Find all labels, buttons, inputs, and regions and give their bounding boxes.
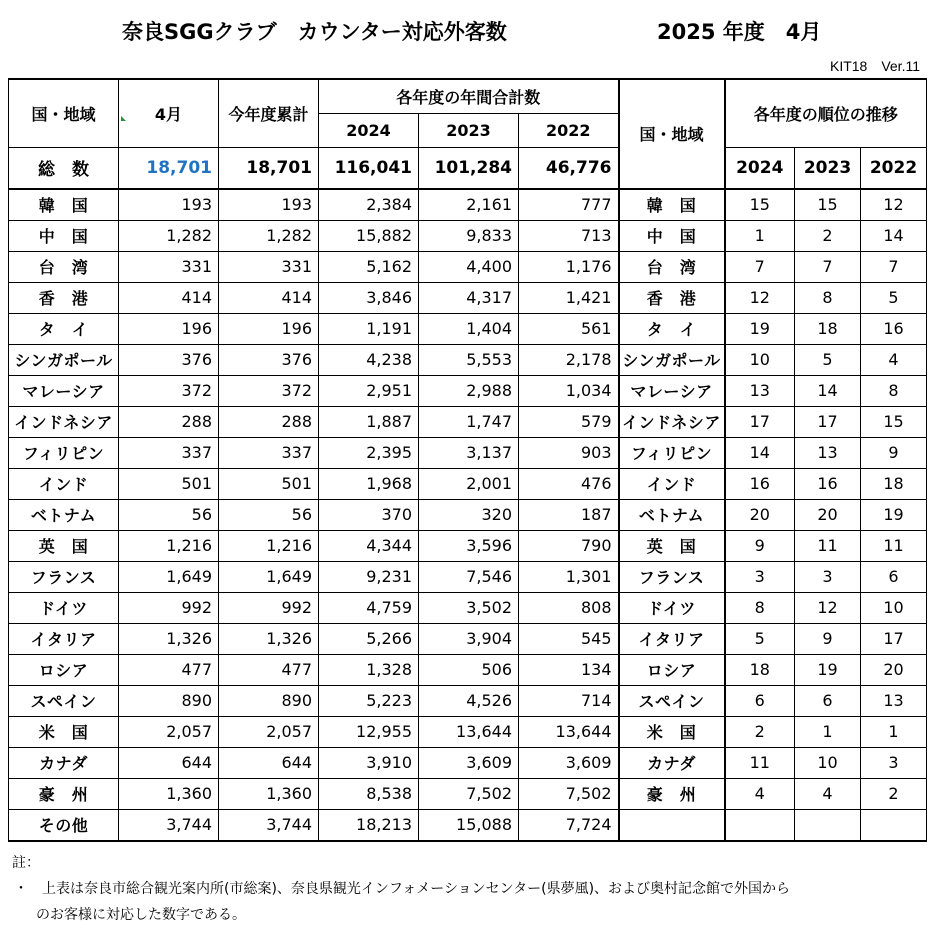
rank-2022-value: 20 [861,654,927,685]
notes [12,850,790,928]
region-name: 台 湾 [9,251,119,282]
total-2024-value: 4,238 [319,344,419,375]
rank-2024-value: 11 [725,747,795,778]
total-2022-value: 777 [519,189,619,221]
table-row [9,623,927,654]
cumulative-value: 1,360 [219,778,319,809]
notes-line-1: ・ 上表は奈良市総合観光案内所(市総案)、奈良県観光インフォメーションセンター(県夢風)、および奥村記念館で外国から [14,881,791,897]
rank-region-name: インドネシア [619,406,725,437]
rank-2022-value: 19 [861,499,927,530]
rank-2024-value: 4 [725,778,795,809]
april-value: 1,282 [119,220,219,251]
total-2023: 101,284 [419,147,519,189]
cumulative-value: 331 [219,251,319,282]
header-region: 国・地域 [9,79,119,147]
rank-2024-value: 16 [725,468,795,499]
cumulative-value: 890 [219,685,319,716]
total-2024-value: 18,213 [319,809,419,841]
total-2023-value: 3,609 [419,747,519,778]
rank-2024-value: 5 [725,623,795,654]
rank-region-name: 英 国 [619,530,725,561]
total-2022: 46,776 [519,147,619,189]
region-name: インドネシア [9,406,119,437]
rank-2024-value: 1 [725,220,795,251]
table-row [9,189,927,221]
rank-2022-value: 9 [861,437,927,468]
april-value: 1,649 [119,561,219,592]
total-2023-value: 506 [419,654,519,685]
total-2024: 116,041 [319,147,419,189]
april-value: 331 [119,251,219,282]
region-name: 米 国 [9,716,119,747]
region-name: ロシア [9,654,119,685]
table-row [9,437,927,468]
total-row [9,147,927,189]
rank-region-name: ロシア [619,654,725,685]
april-value: 337 [119,437,219,468]
version-label: KIT18 Ver.11 [829,58,920,74]
report-title: 奈良SGGクラブ カウンター対応外客数 [122,20,507,44]
rank-2024-value [725,809,795,841]
cumulative-value: 644 [219,747,319,778]
cumulative-value: 3,744 [219,809,319,841]
rank-2022-value: 13 [861,685,927,716]
rank-2022-value: 5 [861,282,927,313]
region-name: イタリア [9,623,119,654]
rank-2023-value: 2 [795,220,861,251]
cumulative-value: 1,282 [219,220,319,251]
region-name: その他 [9,809,119,841]
april-value: 376 [119,344,219,375]
table-row [9,561,927,592]
rank-2022-value: 11 [861,530,927,561]
rank-region-name: スペイン [619,685,725,716]
region-name: 韓 国 [9,189,119,221]
rank-2023-value: 4 [795,778,861,809]
total-2023-value: 3,596 [419,530,519,561]
total-2023-value: 7,502 [419,778,519,809]
cumulative-value: 2,057 [219,716,319,747]
table-row [9,530,927,561]
header-april [119,79,219,147]
total-2024-value: 12,955 [319,716,419,747]
rank-2023-value: 20 [795,499,861,530]
total-2024-value: 2,384 [319,189,419,221]
rank-2022-value: 7 [861,251,927,282]
header-april-label: 4月 [154,104,183,124]
rank-2022-value: 12 [861,189,927,221]
total-2024-value: 8,538 [319,778,419,809]
table-row [9,375,927,406]
april-value: 477 [119,654,219,685]
rank-2022-value: 16 [861,313,927,344]
total-2024-value: 1,968 [319,468,419,499]
header-rank-group: 各年度の順位の推移 [725,79,927,147]
total-2023-value: 3,137 [419,437,519,468]
page-title [0,16,936,50]
total-2022-value: 2,178 [519,344,619,375]
header-annual-group: 各年度の年間合計数 [319,79,619,113]
region-name: 中 国 [9,220,119,251]
rank-2022-value: 15 [861,406,927,437]
cumulative-value: 337 [219,437,319,468]
cell-marker-icon [121,116,126,121]
rank-2023-value: 11 [795,530,861,561]
cumulative-value: 1,649 [219,561,319,592]
rank-header-2022: 2022 [861,147,927,189]
table-row [9,685,927,716]
total-2024-value: 5,162 [319,251,419,282]
rank-2022-value: 2 [861,778,927,809]
rank-2024-value: 8 [725,592,795,623]
total-2022-value: 790 [519,530,619,561]
region-name: ドイツ [9,592,119,623]
table-row [9,778,927,809]
total-2024-value: 1,887 [319,406,419,437]
rank-2024-value: 13 [725,375,795,406]
total-2024-value: 2,951 [319,375,419,406]
total-2024-value: 5,223 [319,685,419,716]
rank-region-name: 中 国 [619,220,725,251]
rank-2023-value: 12 [795,592,861,623]
cumulative-value: 992 [219,592,319,623]
total-2022-value: 713 [519,220,619,251]
table-row [9,654,927,685]
april-value: 193 [119,189,219,221]
april-value: 414 [119,282,219,313]
region-name: 香 港 [9,282,119,313]
total-2024-value: 1,191 [319,313,419,344]
total-2023-value: 15,088 [419,809,519,841]
rank-2024-value: 15 [725,189,795,221]
rank-2023-value: 8 [795,282,861,313]
rank-2022-value: 1 [861,716,927,747]
rank-2023-value: 17 [795,406,861,437]
april-value: 1,326 [119,623,219,654]
total-2022-value: 903 [519,437,619,468]
total-2023-value: 4,400 [419,251,519,282]
rank-2023-value: 7 [795,251,861,282]
cumulative-value: 376 [219,344,319,375]
rank-region-name: タ イ [619,313,725,344]
table-row [9,406,927,437]
cumulative-value: 372 [219,375,319,406]
rank-2022-value: 3 [861,747,927,778]
total-2022-value: 1,176 [519,251,619,282]
rank-2023-value: 16 [795,468,861,499]
notes-line-2: のお客様に対応した数字である。 [36,907,246,923]
total-2024-value: 2,395 [319,437,419,468]
total-2024-value: 3,846 [319,282,419,313]
total-2024-value: 15,882 [319,220,419,251]
table-row [9,220,927,251]
table-row [9,344,927,375]
rank-region-name: マレーシア [619,375,725,406]
header-year-2022: 2022 [519,113,619,147]
april-value: 2,057 [119,716,219,747]
total-2023-value: 1,404 [419,313,519,344]
total-2022-value: 1,421 [519,282,619,313]
april-value: 992 [119,592,219,623]
rank-region-name: インド [619,468,725,499]
total-2022-value: 1,301 [519,561,619,592]
rank-2023-value: 13 [795,437,861,468]
rank-2022-value: 14 [861,220,927,251]
rank-region-name: イタリア [619,623,725,654]
rank-2024-value: 17 [725,406,795,437]
total-2023-value: 4,526 [419,685,519,716]
region-name: 豪 州 [9,778,119,809]
total-2022-value: 134 [519,654,619,685]
rank-2024-value: 2 [725,716,795,747]
total-2022-value: 7,724 [519,809,619,841]
rank-2024-value: 9 [725,530,795,561]
cumulative-value: 196 [219,313,319,344]
total-2023-value: 9,833 [419,220,519,251]
rank-2024-value: 19 [725,313,795,344]
total-2023-value: 2,161 [419,189,519,221]
rank-2023-value: 1 [795,716,861,747]
total-april: 18,701 [119,147,219,189]
total-2022-value: 561 [519,313,619,344]
region-name: カナダ [9,747,119,778]
rank-region-name: カナダ [619,747,725,778]
total-2022-value: 579 [519,406,619,437]
rank-region-name [619,809,725,841]
rank-region-name: ベトナム [619,499,725,530]
total-2023-value: 13,644 [419,716,519,747]
table-row [9,747,927,778]
rank-region-name: ドイツ [619,592,725,623]
region-name: フィリピン [9,437,119,468]
region-name: タ イ [9,313,119,344]
rank-2023-value [795,809,861,841]
region-name: シンガポール [9,344,119,375]
visitor-table [8,78,927,842]
rank-2022-value: 17 [861,623,927,654]
rank-region-name: 米 国 [619,716,725,747]
cumulative-value: 501 [219,468,319,499]
rank-region-name: フィリピン [619,437,725,468]
total-2024-value: 4,759 [319,592,419,623]
rank-region-name: 韓 国 [619,189,725,221]
total-2024-value: 9,231 [319,561,419,592]
rank-2022-value: 4 [861,344,927,375]
cumulative-value: 288 [219,406,319,437]
april-value: 1,360 [119,778,219,809]
cumulative-value: 1,326 [219,623,319,654]
table-row [9,499,927,530]
rank-2024-value: 18 [725,654,795,685]
total-2024-value: 5,266 [319,623,419,654]
total-2022-value: 1,034 [519,375,619,406]
cumulative-value: 414 [219,282,319,313]
total-cumulative: 18,701 [219,147,319,189]
total-2024-value: 3,910 [319,747,419,778]
total-2022-value: 808 [519,592,619,623]
rank-2024-value: 3 [725,561,795,592]
total-label: 総 数 [9,147,119,189]
header-region-right: 国・地域 [619,79,725,189]
april-value: 1,216 [119,530,219,561]
region-name: スペイン [9,685,119,716]
header-cumulative: 今年度累計 [219,79,319,147]
rank-region-name: 香 港 [619,282,725,313]
table-row [9,282,927,313]
rank-2024-value: 12 [725,282,795,313]
total-2024-value: 1,328 [319,654,419,685]
region-name: フランス [9,561,119,592]
total-2023-value: 3,904 [419,623,519,654]
rank-header-2023: 2023 [795,147,861,189]
april-value: 3,744 [119,809,219,841]
total-2024-value: 4,344 [319,530,419,561]
rank-2023-value: 18 [795,313,861,344]
rank-2023-value: 15 [795,189,861,221]
april-value: 890 [119,685,219,716]
total-2022-value: 714 [519,685,619,716]
april-value: 372 [119,375,219,406]
rank-2022-value: 18 [861,468,927,499]
region-name: 英 国 [9,530,119,561]
total-2022-value: 187 [519,499,619,530]
rank-2023-value: 19 [795,654,861,685]
total-2022-value: 7,502 [519,778,619,809]
rank-2023-value: 14 [795,375,861,406]
rank-2023-value: 10 [795,747,861,778]
notes-label: 註： [12,855,40,871]
rank-2022-value [861,809,927,841]
total-2022-value: 13,644 [519,716,619,747]
rank-2024-value: 10 [725,344,795,375]
total-2022-value: 476 [519,468,619,499]
rank-2022-value: 10 [861,592,927,623]
header-row-1 [9,79,927,113]
region-name: ベトナム [9,499,119,530]
rank-2022-value: 6 [861,561,927,592]
rank-2024-value: 14 [725,437,795,468]
table-row [9,313,927,344]
total-2024-value: 370 [319,499,419,530]
rank-region-name: 豪 州 [619,778,725,809]
rank-2024-value: 20 [725,499,795,530]
cumulative-value: 56 [219,499,319,530]
report-period: 2025 年度 4月 [657,20,822,44]
total-2023-value: 7,546 [419,561,519,592]
table-row [9,716,927,747]
total-2023-value: 5,553 [419,344,519,375]
header-year-2024: 2024 [319,113,419,147]
region-name: マレーシア [9,375,119,406]
rank-2023-value: 3 [795,561,861,592]
rank-2023-value: 6 [795,685,861,716]
cumulative-value: 193 [219,189,319,221]
rank-2024-value: 6 [725,685,795,716]
april-value: 288 [119,406,219,437]
rank-2022-value: 8 [861,375,927,406]
total-2023-value: 1,747 [419,406,519,437]
rank-region-name: シンガポール [619,344,725,375]
table-row [9,592,927,623]
total-2023-value: 4,317 [419,282,519,313]
rank-header-2024: 2024 [725,147,795,189]
table-row [9,468,927,499]
rank-2023-value: 5 [795,344,861,375]
cumulative-value: 477 [219,654,319,685]
table-row [9,251,927,282]
rank-2024-value: 7 [725,251,795,282]
april-value: 196 [119,313,219,344]
rank-region-name: フランス [619,561,725,592]
april-value: 56 [119,499,219,530]
total-2023-value: 2,988 [419,375,519,406]
rank-2023-value: 9 [795,623,861,654]
total-2022-value: 3,609 [519,747,619,778]
table-row [9,809,927,841]
total-2023-value: 3,502 [419,592,519,623]
cumulative-value: 1,216 [219,530,319,561]
rank-region-name: 台 湾 [619,251,725,282]
total-2023-value: 320 [419,499,519,530]
total-2023-value: 2,001 [419,468,519,499]
april-value: 501 [119,468,219,499]
total-2022-value: 545 [519,623,619,654]
april-value: 644 [119,747,219,778]
header-year-2023: 2023 [419,113,519,147]
region-name: インド [9,468,119,499]
